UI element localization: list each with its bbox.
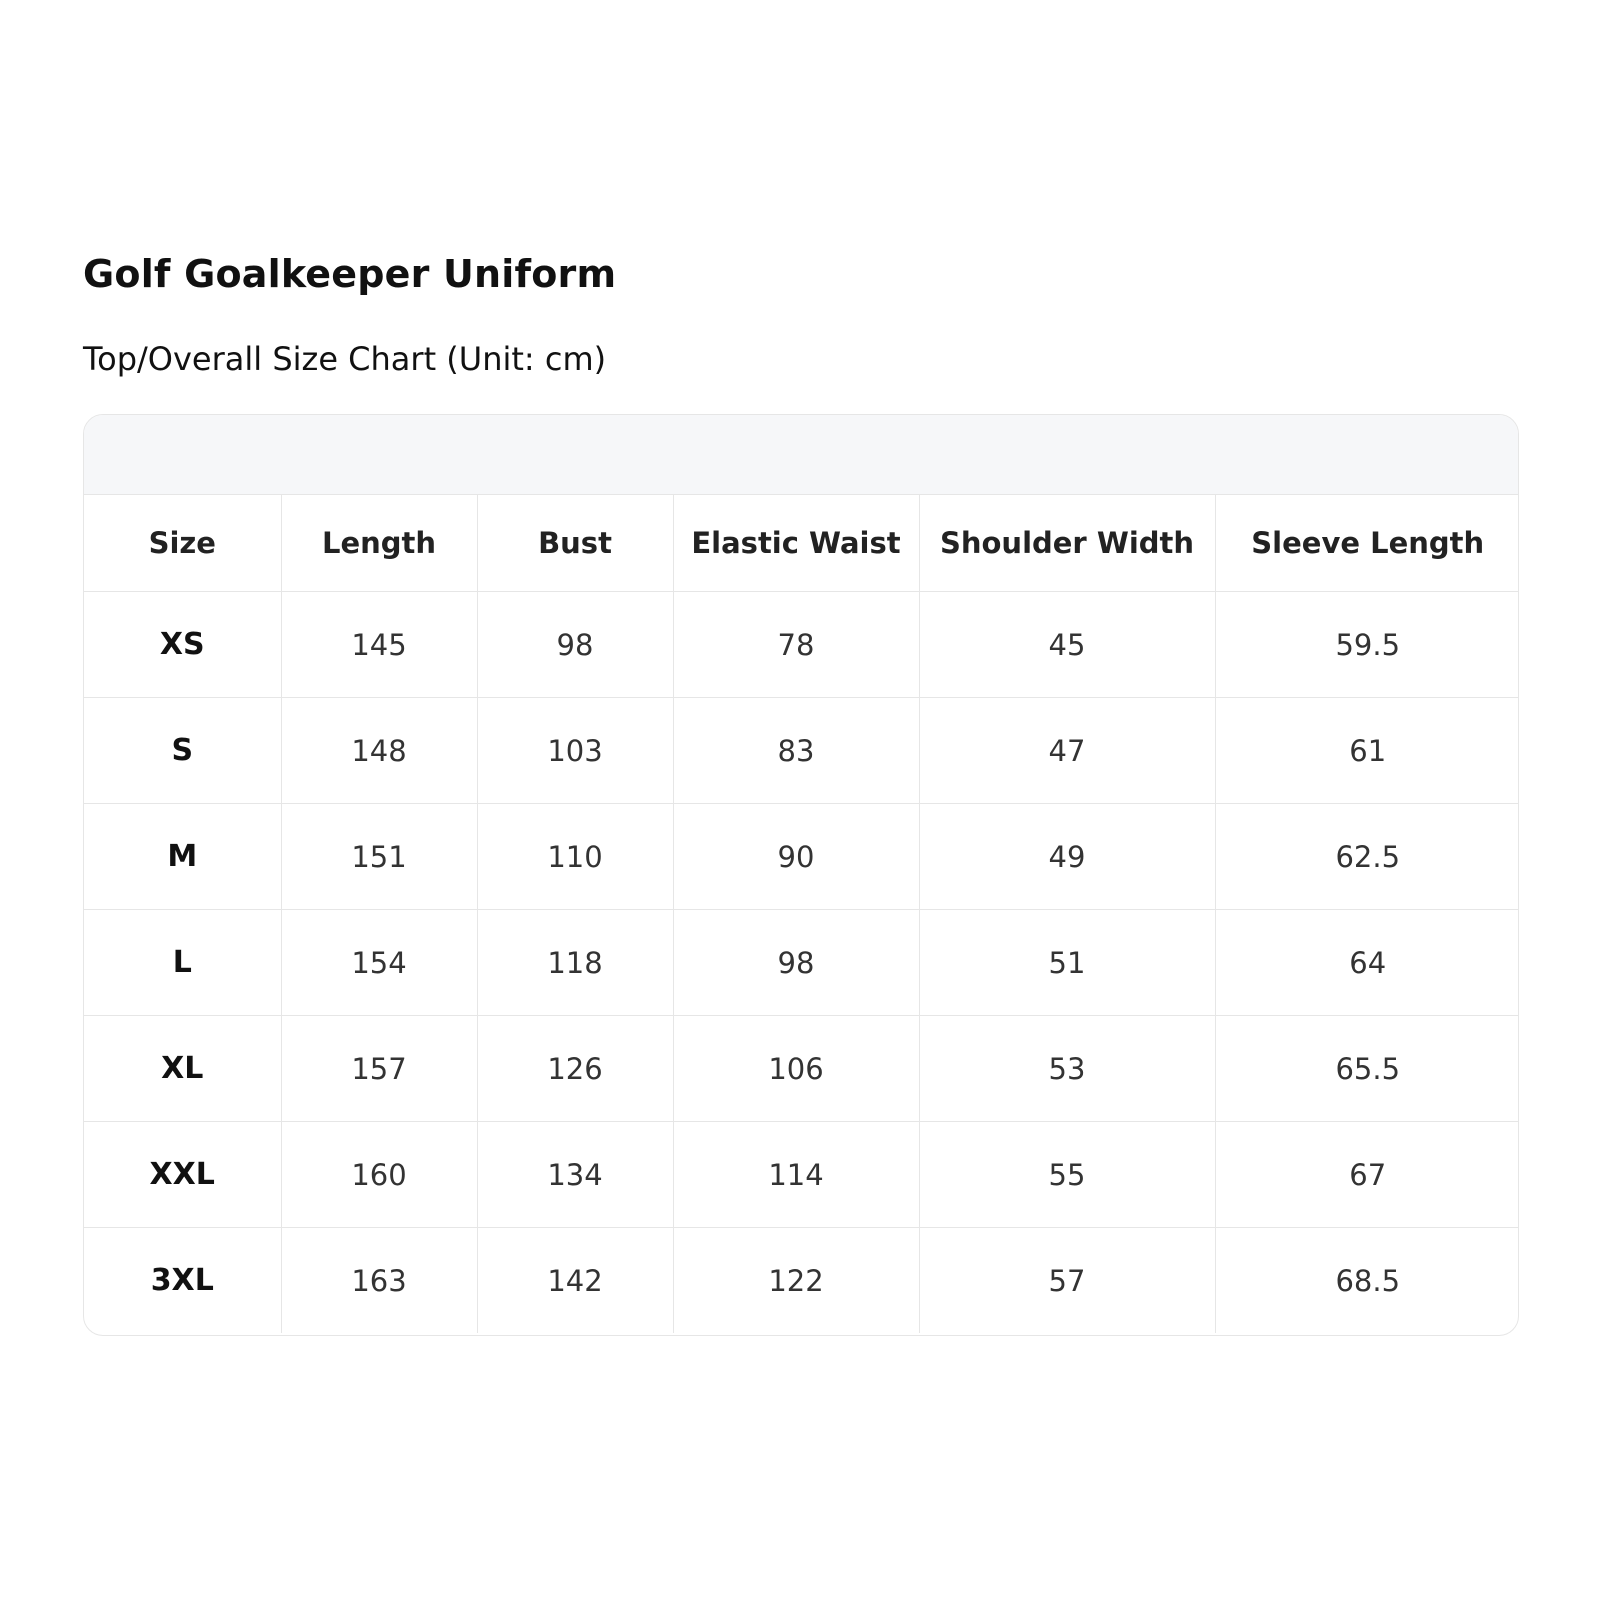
size-cell: XXL — [84, 1122, 281, 1228]
size-cell: M — [84, 804, 281, 910]
bust-cell: 142 — [477, 1228, 673, 1334]
table-card-header — [84, 415, 1518, 495]
length-cell: 163 — [281, 1228, 477, 1334]
bust-cell: 110 — [477, 804, 673, 910]
table-row — [84, 1016, 1519, 1122]
elastic-waist-cell: 98 — [673, 910, 919, 1016]
header-sleeve-length: Sleeve Length — [1215, 495, 1519, 592]
bust-cell: 126 — [477, 1016, 673, 1122]
elastic-waist-cell: 83 — [673, 698, 919, 804]
header-shoulder-width: Shoulder Width — [919, 495, 1215, 592]
sleeve-length-cell: 59.5 — [1215, 592, 1519, 698]
bust-cell: 118 — [477, 910, 673, 1016]
size-chart-table — [84, 495, 1519, 1333]
shoulder-width-cell: 45 — [919, 592, 1215, 698]
header-length: Length — [281, 495, 477, 592]
sleeve-length-cell: 65.5 — [1215, 1016, 1519, 1122]
table-row — [84, 1122, 1519, 1228]
elastic-waist-cell: 106 — [673, 1016, 919, 1122]
shoulder-width-cell: 55 — [919, 1122, 1215, 1228]
page-subtitle: Top/Overall Size Chart (Unit: cm) — [83, 340, 607, 378]
length-cell: 145 — [281, 592, 477, 698]
sleeve-length-cell: 62.5 — [1215, 804, 1519, 910]
size-cell: S — [84, 698, 281, 804]
length-cell: 157 — [281, 1016, 477, 1122]
elastic-waist-cell: 78 — [673, 592, 919, 698]
length-cell: 154 — [281, 910, 477, 1016]
shoulder-width-cell: 49 — [919, 804, 1215, 910]
sleeve-length-cell: 68.5 — [1335, 1263, 1401, 1298]
table-row — [84, 910, 1519, 1016]
length-cell: 160 — [281, 1122, 477, 1228]
sleeve-length-cell: 61 — [1215, 698, 1519, 804]
shoulder-width-cell: 53 — [919, 1016, 1215, 1122]
table-row — [84, 804, 1519, 910]
header-bust: Bust — [477, 495, 673, 592]
header-size: Size — [84, 495, 281, 592]
shoulder-width-cell: 57 — [919, 1228, 1215, 1334]
elastic-waist-cell: 114 — [673, 1122, 919, 1228]
size-cell: L — [84, 910, 281, 1016]
size-cell: 3XL — [84, 1228, 281, 1334]
length-cell: 148 — [281, 698, 477, 804]
elastic-waist-cell: 122 — [673, 1228, 919, 1334]
page-title: Golf Goalkeeper Uniform — [83, 252, 617, 296]
sleeve-length-cell: 67 — [1215, 1122, 1519, 1228]
table-header-row — [84, 495, 1519, 592]
bust-cell: 98 — [477, 592, 673, 698]
table-row — [84, 1228, 1519, 1334]
length-cell: 151 — [281, 804, 477, 910]
size-cell: XS — [84, 592, 281, 698]
bust-cell: 134 — [477, 1122, 673, 1228]
bust-cell: 103 — [477, 698, 673, 804]
shoulder-width-cell: 47 — [919, 698, 1215, 804]
table-row — [84, 698, 1519, 804]
sleeve-length-cell: 64 — [1215, 910, 1519, 1016]
size-cell: XL — [84, 1016, 281, 1122]
table-row — [84, 592, 1519, 698]
header-elastic-waist: Elastic Waist — [673, 495, 919, 592]
shoulder-width-cell: 51 — [919, 910, 1215, 1016]
elastic-waist-cell: 90 — [673, 804, 919, 910]
size-chart-card — [83, 414, 1519, 1336]
